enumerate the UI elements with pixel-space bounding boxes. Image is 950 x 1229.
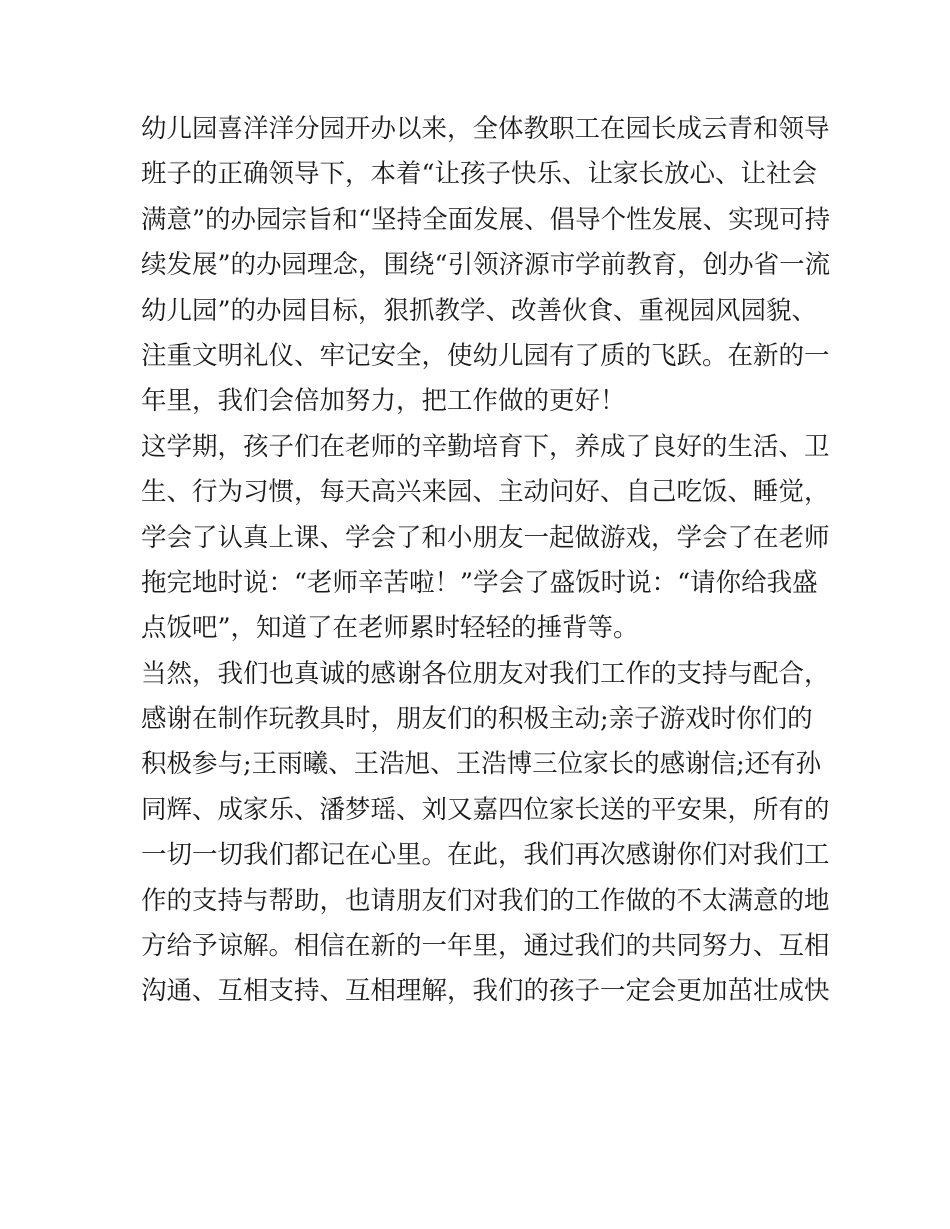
text-line: 沟通、互相支持、互相理解，我们的孩子一定会更加茁壮成快: [141, 976, 830, 1007]
text-line: 满意”的办园宗旨和“坚持全面发展、倡导个性发展、实现可持: [141, 204, 831, 235]
text-line: 当然，我们也真诚的感谢各位朋友对我们工作的支持与配合，: [141, 658, 830, 689]
text-line: 同辉、成家乐、潘梦瑶、刘又嘉四位家长送的平安果，所有的: [141, 794, 830, 825]
text-line: 续发展”的办园理念，围绕“引领济源市学前教育，创办省一流: [141, 250, 831, 281]
text-line: 方给予谅解。相信在新的一年里，通过我们的共同努力、互相: [141, 931, 830, 962]
text-line: 作的支持与帮助，也请朋友们对我们的工作做的不太满意的地: [141, 885, 830, 916]
text-line: 注重文明礼仪、牢记安全，使幼儿园有了质的飞跃。在新的一: [141, 340, 830, 371]
text-line: 积极参与;王雨曦、王浩旭、王浩博三位家长的感谢信;还有孙: [141, 749, 822, 780]
document-body: [141, 107, 831, 1015]
text-line: 学会了认真上课、学会了和小朋友一起做游戏，学会了在老师: [141, 522, 830, 553]
text-line: 幼儿园喜洋洋分园开办以来，全体教职工在园长成云青和领导: [141, 114, 830, 144]
text-line: 一切一切我们都记在心里。在此，我们再次感谢你们对我们工: [141, 840, 830, 871]
text-line: 拖完地时说：“老师辛苦啦！”学会了盛饭时说：“请你给我盛: [141, 567, 818, 598]
text-line: 点饭吧”，知道了在老师累时轻轻的捶背等。: [141, 613, 639, 644]
text-line: 年里，我们会倍加努力，把工作做的更好！: [141, 386, 626, 417]
text-line: 幼儿园”的办园目标，狠抓教学、改善伙食、重视园风园貌、: [141, 295, 818, 326]
text-line: 感谢在制作玩教具时，朋友们的积极主动;亲子游戏时你们的: [141, 704, 813, 735]
text-line: 生、行为习惯，每天高兴来园、主动问好、自己吃饭、睡觉，: [141, 477, 830, 508]
text-line: 班子的正确领导下，本着“让孩子快乐、让家长放心、让社会: [141, 159, 818, 190]
text-line: 这学期，孩子们在老师的辛勤培育下，养成了良好的生活、卫: [141, 431, 830, 462]
